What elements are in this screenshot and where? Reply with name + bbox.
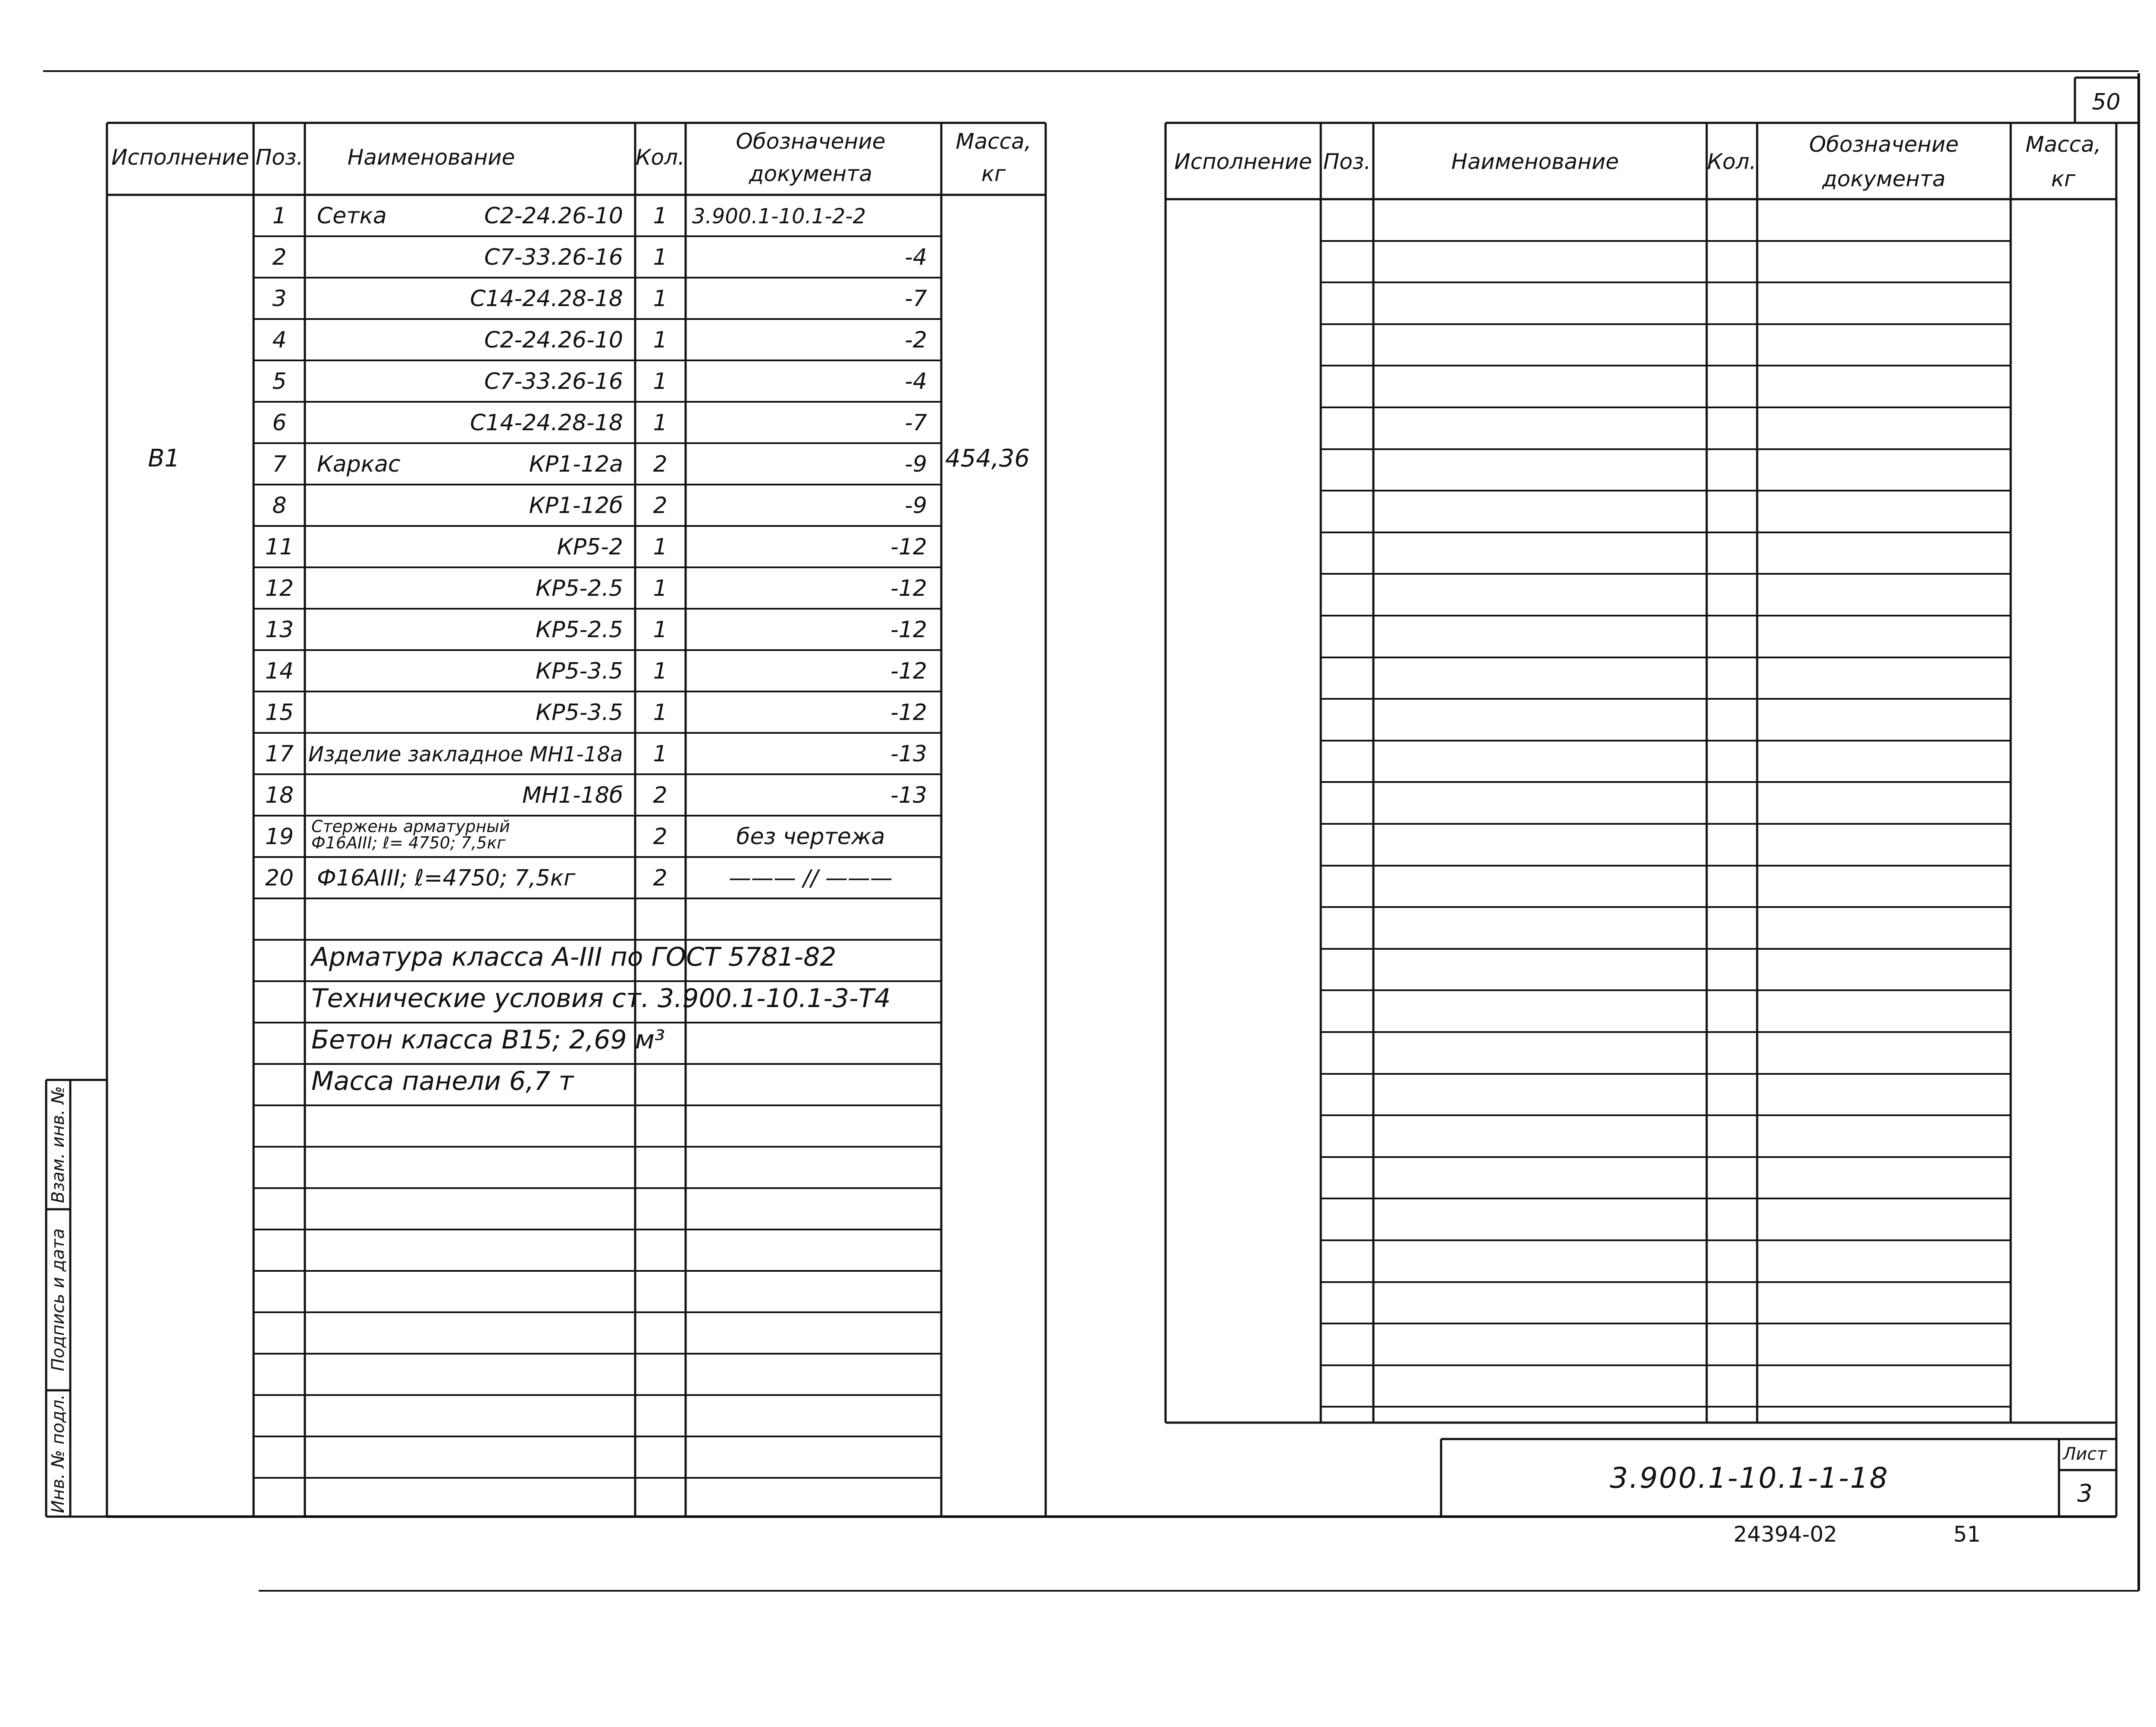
right-header-massa-2: кг: [2051, 166, 2076, 191]
row-doc: -7: [905, 286, 927, 312]
row-doc: -12: [890, 617, 927, 643]
row-name-b: КР5-3.5: [536, 658, 623, 684]
row-kol: 1: [653, 369, 667, 394]
right-header-poz: Поз.: [1323, 149, 1371, 174]
document-code: 3.900.1-10.1-1-18: [1610, 1461, 1889, 1495]
row-poz: 3: [272, 286, 287, 312]
note-line: Бетон класса В15; 2,69 м³: [311, 1025, 665, 1055]
row-poz: 13: [265, 617, 294, 643]
row-name-a: Каркас: [317, 451, 401, 477]
row-kol: 2: [653, 493, 667, 519]
row-poz: 17: [265, 741, 294, 767]
page-number: 50: [2092, 89, 2121, 115]
row-name-b: КР5-2: [557, 534, 623, 560]
row-doc: без чертежа: [736, 824, 885, 850]
row-doc: -4: [905, 244, 927, 270]
row-name-b: С7-33.26-16: [484, 369, 623, 394]
row-name-b: С2-24.26-10: [484, 203, 623, 229]
row-kol: 2: [653, 865, 667, 891]
row-name-a: Ф16АIII; ℓ=4750; 7,5кг: [317, 865, 576, 891]
header-oboznachenie-2: документа: [749, 161, 872, 186]
right-header-kol: Кол.: [1707, 149, 1756, 174]
row-poz: 8: [272, 493, 287, 519]
row-name-b: С14-24.28-18: [470, 286, 623, 312]
row-name-b: С7-33.26-16: [484, 244, 623, 270]
side-stamp-inv-podl: Инв. № подл.: [48, 1394, 68, 1513]
side-stamp-vzam-inv: Взам. инв. №: [48, 1086, 68, 1203]
row-name-b: С2-24.26-10: [484, 327, 623, 353]
row-name-b: Ф16АIII; ℓ= 4750; 7,5кг: [311, 833, 506, 852]
row-kol: 1: [653, 741, 667, 767]
row-kol: 2: [653, 451, 667, 477]
row-poz: 15: [265, 700, 294, 726]
note-line: Масса панели 6,7 т: [311, 1066, 574, 1096]
right-header-oboznachenie-1: Обозначение: [1809, 132, 1959, 157]
row-poz: 6: [272, 410, 287, 436]
row-poz: 11: [265, 534, 294, 560]
row-name-b: КР1-12а: [529, 451, 623, 477]
mass-value: 454,36: [945, 444, 1030, 472]
row-poz: 7: [272, 451, 287, 477]
row-poz: 19: [265, 824, 294, 850]
row-name-a: Сетка: [317, 203, 387, 229]
row-kol: 1: [653, 410, 667, 436]
right-header-naimenovanie: Наименование: [1451, 149, 1619, 174]
row-kol: 1: [653, 658, 667, 684]
row-name-b: КР1-12б: [529, 493, 623, 519]
row-doc: -9: [905, 451, 927, 477]
row-name-b: С14-24.28-18: [470, 410, 623, 436]
row-poz: 4: [272, 327, 287, 353]
right-header-oboznachenie-2: документа: [1822, 166, 1946, 191]
row-name-a: Изделие закладное МН1-18а: [308, 742, 623, 767]
row-doc: -4: [905, 369, 927, 394]
row-kol: 1: [653, 203, 667, 229]
row-doc: -13: [890, 782, 927, 808]
row-name-a: Стержень арматурный: [311, 817, 510, 836]
row-poz: 14: [265, 658, 294, 684]
variant-label: В1: [147, 444, 180, 472]
row-doc: -12: [890, 700, 927, 726]
row-doc: 3.900.1-10.1-2-2: [692, 204, 866, 228]
row-kol: 1: [653, 700, 667, 726]
side-stamp-signature-date: Подпись и дата: [48, 1228, 68, 1371]
row-doc: -12: [890, 576, 927, 601]
row-kol: 1: [653, 327, 667, 353]
row-name-b: МН1-18б: [522, 782, 623, 808]
row-kol: 1: [653, 617, 667, 643]
sheet-label: Лист: [2063, 1444, 2107, 1464]
row-poz: 1: [272, 203, 287, 229]
row-doc: -13: [890, 741, 927, 767]
row-doc: ——— // ———: [728, 865, 893, 891]
header-massa-2: кг: [981, 161, 1006, 186]
row-doc: -9: [905, 493, 927, 519]
right-header-ispolnenie: Исполнение: [1174, 149, 1312, 174]
header-massa-1: Масса,: [956, 129, 1031, 154]
row-kol: 1: [653, 576, 667, 601]
header-kol: Кол.: [636, 145, 685, 170]
row-doc: -12: [890, 534, 927, 560]
note-line: Технические условия ст. 3.900.1-10.1-3-Т4: [311, 983, 891, 1014]
row-poz: 12: [265, 576, 294, 601]
row-name-b: КР5-2.5: [536, 617, 623, 643]
note-line: Арматура класса А-III по ГОСТ 5781-82: [311, 942, 837, 972]
row-doc: -7: [905, 410, 927, 436]
row-poz: 2: [272, 244, 287, 270]
header-poz: Поз.: [255, 145, 304, 170]
header-ispolnenie: Исполнение: [111, 145, 249, 170]
row-name-b: КР5-3.5: [536, 700, 623, 726]
sheet-number: 3: [2077, 1479, 2093, 1508]
row-doc: -2: [905, 327, 927, 353]
row-kol: 2: [653, 782, 667, 808]
row-kol: 2: [653, 824, 667, 850]
row-poz: 20: [265, 865, 294, 891]
right-header-massa-1: Масса,: [2025, 132, 2101, 157]
row-name-b: КР5-2.5: [536, 576, 623, 601]
row-doc: -12: [890, 658, 927, 684]
row-kol: 1: [653, 244, 667, 270]
header-naimenovanie: Наименование: [347, 145, 515, 170]
archive-page: 51: [1953, 1522, 1981, 1547]
row-poz: 18: [265, 782, 294, 808]
row-poz: 5: [272, 369, 287, 394]
header-oboznachenie-1: Обозначение: [736, 129, 886, 154]
row-kol: 1: [653, 286, 667, 312]
archive-code: 24394-02: [1733, 1522, 1837, 1547]
row-kol: 1: [653, 534, 667, 560]
